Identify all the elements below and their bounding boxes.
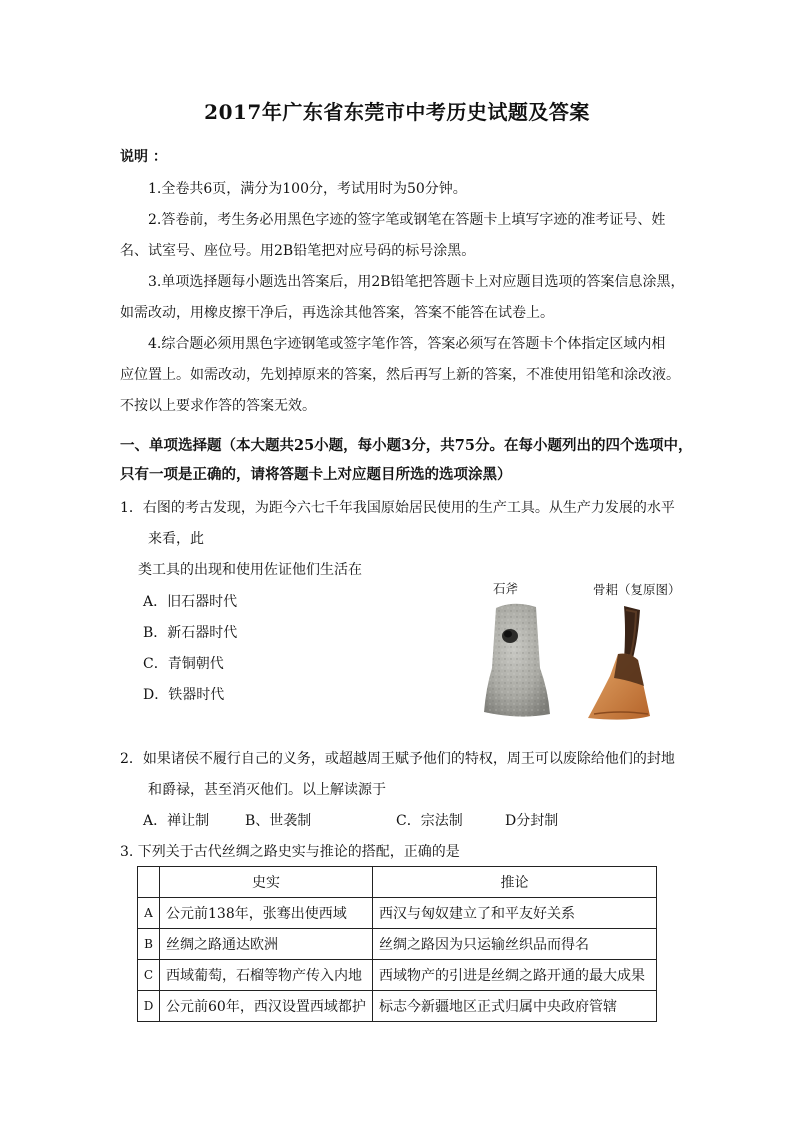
instruction-line: 不按以上要求作答的答案无效。	[120, 398, 316, 414]
question-2-option-b: B、世袭制	[245, 813, 312, 829]
row-fact: 公元前138年，张骞出使西域	[160, 898, 373, 929]
question-1-option-c: C．青铜朝代	[143, 656, 224, 672]
question-3-stem: 3. 下列关于古代丝绸之路史实与推论的搭配，正确的是	[120, 844, 460, 860]
instruction-line: 2.答卷前，考生务必用黑色字迹的签字笔或钢笔在答题卡上填写字迹的准考证号、姓	[148, 212, 666, 228]
question-3-table	[137, 866, 657, 1022]
section-heading: 一、单项选择题（本大题共25小题，每小题3分，共75分。在每小题列出的四个选项中，	[120, 437, 693, 454]
instruction-line: 3.单项选择题每小题选出答案后，用2B铅笔把答题卡上对应题目选项的答案信息涂黑，	[148, 274, 685, 290]
table-header-label	[138, 867, 160, 898]
question-1-option-a: A．旧石器时代	[143, 594, 238, 610]
table-row	[138, 960, 657, 991]
instruction-line: 4.综合题必须用黑色字迹钢笔或签字笔作答，答案必须写在答题卡个体指定区域内相	[148, 336, 666, 352]
stone-axe-image	[474, 598, 564, 722]
question-1-option-b: B．新石器时代	[143, 625, 238, 641]
instruction-line: 1.全卷共6页，满分为100分，考试用时为50分钟。	[148, 181, 467, 197]
row-inference: 丝绸之路因为只运输丝织品而得名	[373, 929, 657, 960]
question-2-option-a: A．禅让制	[143, 813, 210, 829]
row-fact: 西域葡萄，石榴等物产传入内地	[160, 960, 373, 991]
row-fact: 公元前60年，西汉设置西域都护	[160, 991, 373, 1022]
instruction-line: 名、试室号、座位号。用2B铅笔把对应号码的标号涂黑。	[120, 243, 476, 259]
table-header-inference: 推论	[373, 867, 657, 898]
page-title: 2017年广东省东莞市中考历史试题及答案	[204, 100, 590, 124]
question-1-stem: 来看，此	[148, 531, 204, 547]
instruction-line: 如需改动，用橡皮擦干净后，再选涂其他答案，答案不能答在试卷上。	[120, 305, 554, 321]
question-1-stem: 1．右图的考古发现，为距今六七千年我国原始居民使用的生产工具。从生产力发展的水平	[120, 500, 675, 516]
question-1-stem: 类工具的出现和使用佐证他们生活在	[138, 562, 362, 578]
question-2-option-c: C．宗法制	[396, 813, 463, 829]
row-inference: 标志今新疆地区正式归属中央政府管辖	[373, 991, 657, 1022]
table-row	[138, 991, 657, 1022]
section-heading: 只有一项是正确的，请将答题卡上对应题目所选的选项涂黑）	[120, 466, 512, 483]
instructions-heading: 说明 ：	[120, 149, 167, 165]
row-fact: 丝绸之路通达欧洲	[160, 929, 373, 960]
row-inference: 西域物产的引进是丝绸之路开通的最大成果	[373, 960, 657, 991]
row-label: B	[138, 929, 160, 960]
bone-spade-image	[580, 600, 660, 724]
question-2-stem: 2．如果诸侯不履行自己的义务，或超越周王赋予他们的特权，周王可以废除给他们的封地	[120, 751, 675, 767]
instruction-line: 应位置上。如需改动，先划掉原来的答案，然后再写上新的答案，不准使用铅笔和涂改液。	[120, 367, 680, 383]
table-row	[138, 929, 657, 960]
question-2-stem: 和爵禄，甚至消灭他们。以上解读源于	[148, 782, 386, 798]
row-inference: 西汉与匈奴建立了和平友好关系	[373, 898, 657, 929]
row-label: D	[138, 991, 160, 1022]
table-header-row	[138, 867, 657, 898]
question-1-option-d: D．铁器时代	[143, 687, 225, 703]
stone-axe-caption: 石斧	[493, 581, 519, 596]
question-2-option-d: D分封制	[505, 813, 559, 829]
bone-spade-caption: 骨耜（复原图）	[593, 582, 681, 597]
row-label: C	[138, 960, 160, 991]
table-header-fact: 史实	[160, 867, 373, 898]
row-label: A	[138, 898, 160, 929]
table-row	[138, 898, 657, 929]
